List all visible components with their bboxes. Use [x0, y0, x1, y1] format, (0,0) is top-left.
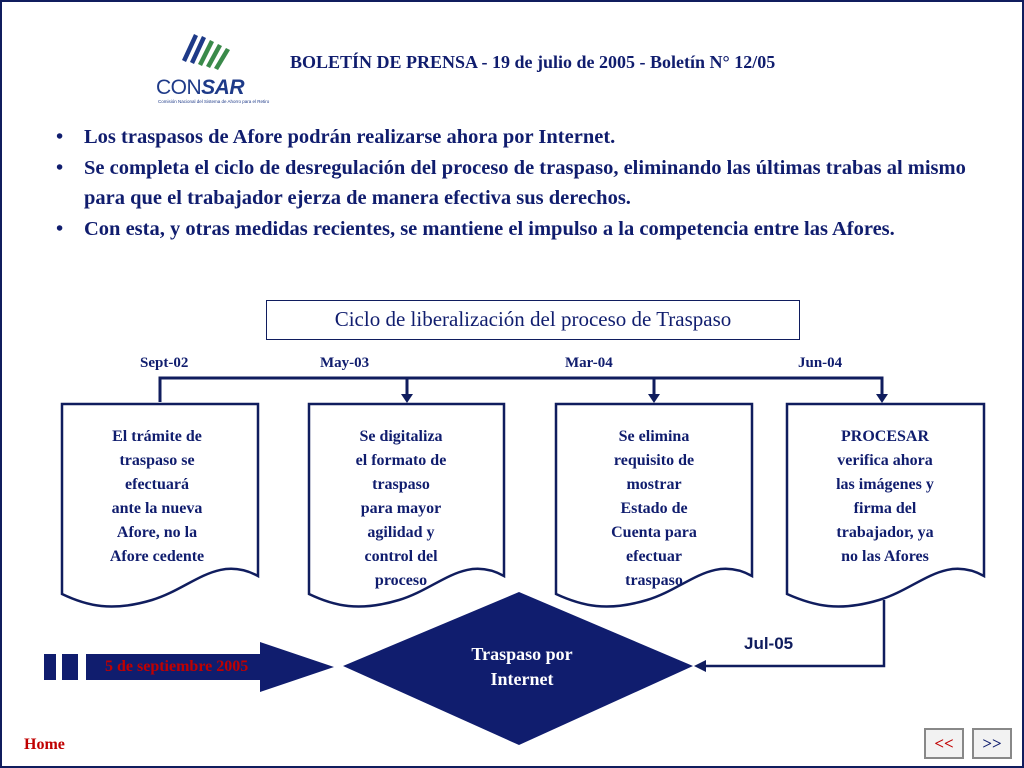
next-button[interactable]: >> [972, 728, 1012, 759]
arrow-date-label: 5 de septiembre 2005 [105, 658, 249, 675]
stripe-block [44, 654, 56, 680]
connector-line [702, 600, 884, 666]
card-text: Se elimina requisito de mostrar Estado de Cuenta para efectuar traspaso [611, 428, 697, 589]
date-label: May-03 [320, 355, 370, 371]
date-label: Mar-04 [565, 355, 613, 371]
date-label: Jun-04 [798, 355, 843, 371]
timeline-bracket [160, 378, 882, 402]
cycle-title: Ciclo de liberalización del proceso de Traspaso [266, 300, 800, 340]
logo-text: CONSAR [156, 76, 245, 99]
page-title: BOLETÍN DE PRENSA - 19 de julio de 2005 - Boletín N° 12/05 [290, 52, 776, 72]
previous-button[interactable]: << [924, 728, 964, 759]
date-label: Sept-02 [140, 355, 189, 371]
card-text: PROCESAR verifica ahora las imágenes y firma del trabajador, ya no las Afores [836, 428, 934, 565]
final-date-label: Jul-05 [744, 634, 794, 653]
bullet-item: • Los traspasos de Afore podrán realizarse ahora por Internet. [50, 122, 1000, 153]
card-text: Se digitaliza el formato de traspaso para mayor agilidad y control del proceso [355, 428, 447, 589]
bullet-item: • Con esta, y otras medidas recientes, se mantiene el impulso a la competencia entre las Afores. [50, 214, 1000, 245]
stripe-block [62, 654, 78, 680]
card-text: El trámite de traspaso se efectuará ante la nueva Afore, no la Afore cedente [109, 428, 205, 565]
home-link[interactable]: Home [24, 736, 65, 753]
logo-subtext: Comisión Nacional del Sistema de Ahorro para el Retiro [158, 99, 270, 104]
bullet-item: • Se completa el ciclo de desregulación del proceso de traspaso, eliminando las últimas trabas al mismo para que el trabajador ejerza de manera efectiva sus derechos. [50, 153, 1000, 214]
diamond-label: Traspaso por Internet [471, 644, 573, 689]
